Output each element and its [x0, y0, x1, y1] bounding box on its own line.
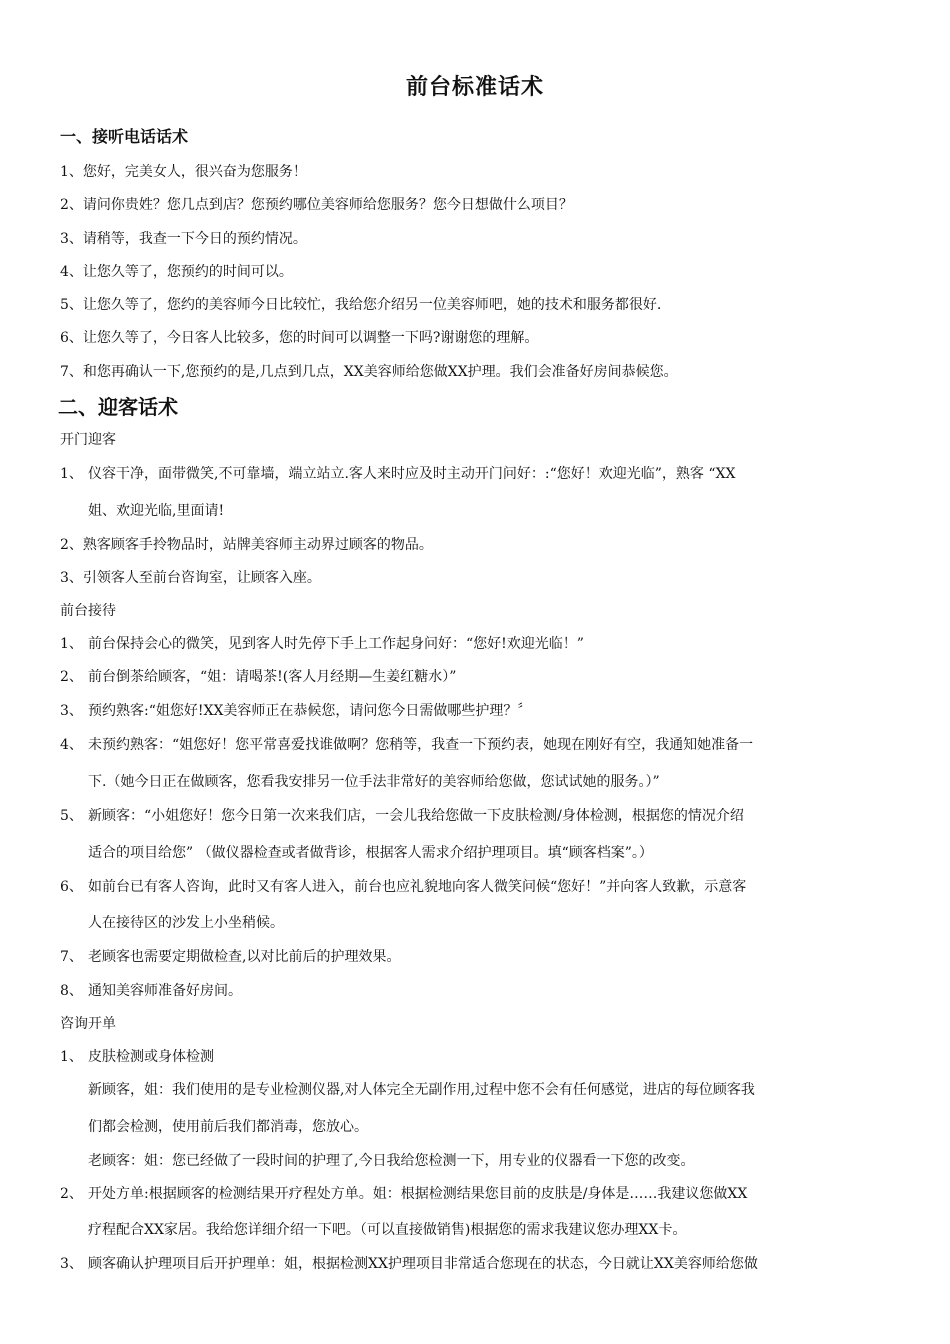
subheading-reception: 前台接待	[60, 603, 116, 619]
subheading-consult: 咨询开单	[60, 1016, 116, 1032]
list-item	[60, 701, 88, 721]
list-item: 1、您好，完美女人，很兴奋为您服务！	[60, 164, 307, 180]
list-item	[60, 464, 88, 484]
list-text: 皮肤检测或身体检测	[88, 1049, 214, 1065]
list-item	[60, 634, 88, 654]
list-item: 2、熟客顾客手拎物品时，站牌美容师主动界过顾客的物品。	[60, 537, 433, 553]
list-text: 老顾客也需要定期做检查,以对比前后的护理效果。	[88, 949, 401, 965]
subheading-door: 开门迎客	[60, 432, 116, 448]
list-number: 6、	[60, 879, 83, 895]
paragraph: 老顾客：姐：您已经做了一段时间的护理了,今日我给您检测一下，用专业的仪器看一下您的改变。	[88, 1153, 695, 1169]
list-text-cont: 姐、欢迎光临,里面请!	[88, 503, 225, 519]
list-text: 前台倒茶给顾客，“姐：请喝茶!(客人月经期—生姜红糖水）”	[88, 669, 457, 685]
list-text: 前台保持会心的微笑，见到客人时先停下手上工作起身问好：“您好!欢迎光临！”	[88, 636, 584, 652]
list-number: 2、	[60, 669, 83, 685]
list-text: 如前台已有客人咨询，此时又有客人进入，前台也应礼貌地向客人微笑问候“您好！”并向客人致歉，示意客	[88, 879, 747, 895]
paragraph: 新顾客，姐：我们使用的是专业检测仪器,对人体完全无副作用,过程中您不会有任何感觉，进店的每位顾客我	[88, 1082, 755, 1098]
list-text: 未预约熟客：“姐您好！您平常喜爱找谁做啊？您稍等，我查一下预约表，她现在刚好有空，我通知她准备一	[88, 737, 754, 753]
list-item	[60, 806, 88, 826]
list-text-cont: 下.（她今日正在做顾客，您看我安排另一位手法非常好的美容师给您做，您试试她的服务。）”	[88, 774, 660, 790]
list-item: 7、和您再确认一下,您预约的是,几点到几点，XX美容师给您做XX护理。我们会准备好房间恭候您。	[60, 364, 678, 380]
list-number: 5、	[60, 808, 83, 824]
list-item	[60, 667, 88, 687]
list-text: 仪容干净，面带微笑,不可靠墙，端立站立.客人来时应及时主动开门问好：:“您好！欢迎光临”，熟客 “XX	[88, 466, 736, 482]
list-item: 2、请问你贵姓？您几点到店？您预约哪位美容师给您服务？您今日想做什么项目？	[60, 197, 573, 213]
list-number: 7、	[60, 949, 83, 965]
list-item	[60, 1184, 88, 1204]
list-text: 顾客确认护理项目后开护理单：姐，根据检测XX护理项目非常适合您现在的状态，今日就让XX美容师给您做	[88, 1256, 758, 1272]
list-number: 2、	[60, 1186, 83, 1202]
list-number: 1、	[60, 636, 83, 652]
paragraph-cont: 们都会检测，使用前后我们都消毒，您放心。	[88, 1119, 368, 1135]
list-text-cont: 适合的项目给您” （做仪器检查或者做背诊，根据客人需求介绍护理项目。填“顾客档案”。）	[88, 845, 653, 861]
list-item: 6、让您久等了，今日客人比较多，您的时间可以调整一下吗?谢谢您的理解。	[60, 330, 539, 346]
list-number: 3、	[60, 1256, 83, 1272]
list-number: 1、	[60, 466, 83, 482]
list-text: 新顾客：“小姐您好！您今日第一次来我们店，一会儿我给您做一下皮肤检测/身体检测，根据您的情况介绍	[88, 808, 744, 824]
page-title: 前台标准话术	[405, 75, 544, 100]
list-item	[60, 735, 88, 755]
list-number: 4、	[60, 737, 83, 753]
list-text: 通知美容师准备好房间。	[88, 983, 242, 999]
section-heading-phone: 一、接听电话话术	[60, 127, 189, 146]
list-item: 3、引领客人至前台咨询室，让顾客入座。	[60, 570, 321, 586]
list-number: 8、	[60, 983, 83, 999]
list-number: 3、	[60, 703, 83, 719]
list-item	[60, 1047, 88, 1067]
list-item	[60, 1254, 88, 1274]
list-item: 4、让您久等了，您预约的时间可以。	[60, 264, 293, 280]
list-text-cont: 人在接待区的沙发上小坐稍候。	[88, 915, 284, 931]
list-item	[60, 877, 88, 897]
list-item: 5、让您久等了，您约的美容师今日比较忙，我给您介绍另一位美容师吧，她的技术和服务都很好.	[60, 297, 662, 313]
list-item	[60, 947, 88, 967]
list-number: 1、	[60, 1049, 83, 1065]
list-item: 3、请稍等，我查一下今日的预约情况。	[60, 231, 307, 247]
list-item	[60, 981, 88, 1001]
list-text: 开处方单:根据顾客的检测结果开疗程处方单。姐：根据检测结果您目前的皮肤是/身体是……我建议您做XX	[88, 1186, 748, 1202]
list-text: 预约熟客:“姐您好!XX美容师正在恭候您，请问您今日需做哪些护理？〞	[88, 703, 532, 719]
section-heading-greeting: 二、迎客话术	[58, 395, 178, 419]
list-text-cont: 疗程配合XX家居。我给您详细介绍一下吧。（可以直接做销售)根据您的需求我建议您办理XX卡。	[88, 1222, 687, 1238]
